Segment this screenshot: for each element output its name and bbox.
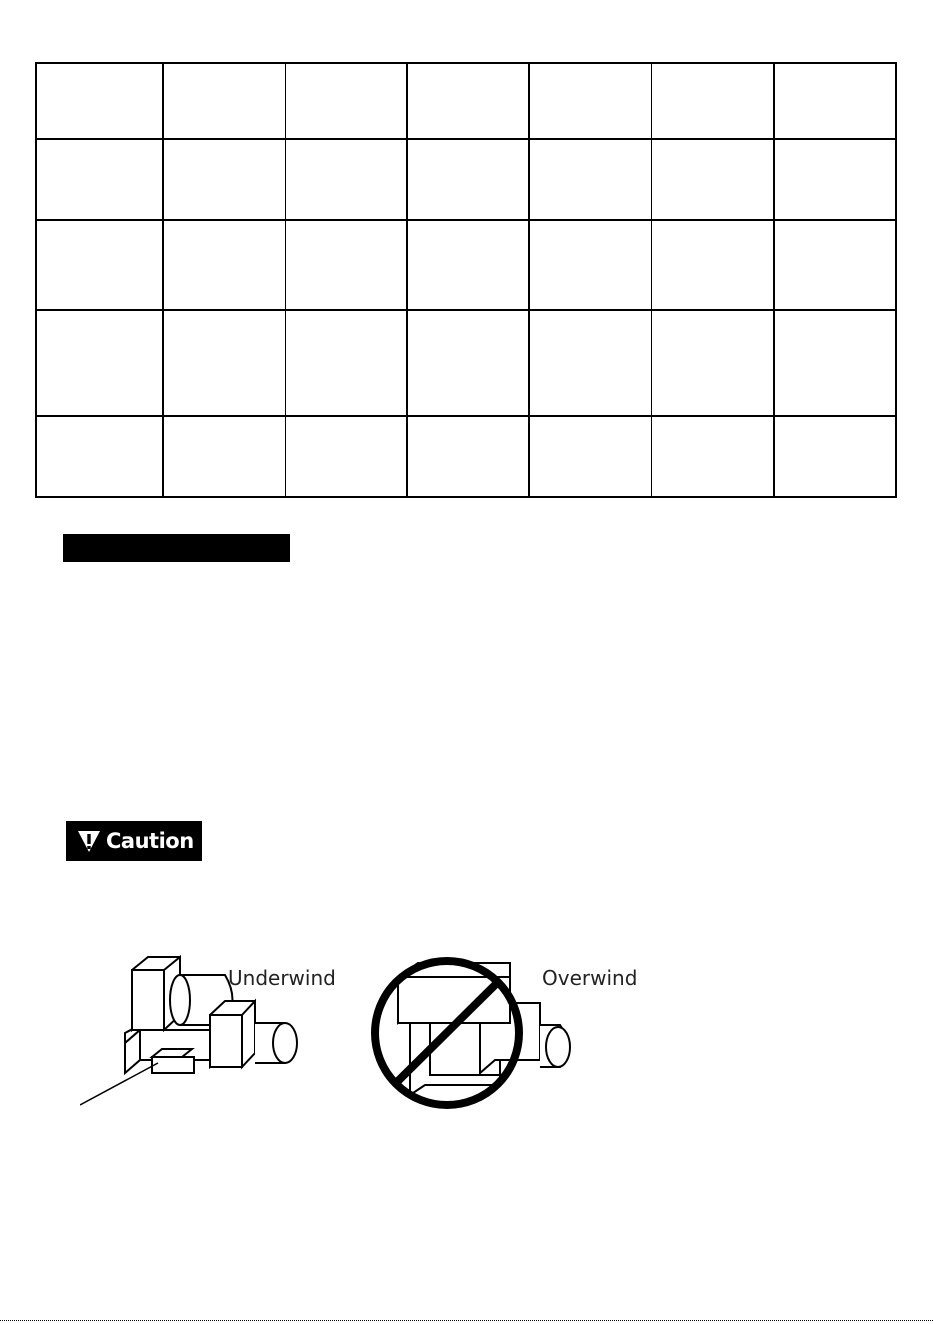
table-cell <box>163 310 285 416</box>
winch-illustration <box>80 945 640 1120</box>
table-cell <box>163 416 285 497</box>
table-cell <box>285 310 407 416</box>
table-cell <box>163 139 285 220</box>
table-row <box>36 139 896 220</box>
table-cell <box>529 310 651 416</box>
warning-triangle-icon <box>76 828 102 854</box>
page-bottom-rule <box>0 1320 933 1321</box>
caution-badge <box>66 821 202 861</box>
table-cell <box>163 63 285 139</box>
table-row <box>36 416 896 497</box>
table-cell <box>36 310 163 416</box>
spec-table <box>35 62 897 498</box>
table-cell <box>36 416 163 497</box>
section-heading-bar <box>63 534 290 562</box>
table-cell <box>285 220 407 310</box>
table-cell <box>651 139 774 220</box>
table-cell <box>36 220 163 310</box>
table-cell <box>407 310 529 416</box>
table-cell <box>529 63 651 139</box>
table-cell <box>407 220 529 310</box>
table-row <box>36 220 896 310</box>
table-cell <box>651 63 774 139</box>
table-row <box>36 310 896 416</box>
table-cell <box>529 139 651 220</box>
table-cell <box>774 139 896 220</box>
table-cell <box>774 310 896 416</box>
table-cell <box>407 416 529 497</box>
table-cell <box>285 139 407 220</box>
table-cell <box>529 220 651 310</box>
overwind-label: Overwind <box>542 966 638 990</box>
table-cell <box>774 220 896 310</box>
table-cell <box>529 416 651 497</box>
caution-label: Caution <box>106 829 194 853</box>
underwind-label: Underwind <box>228 966 336 990</box>
table-cell <box>651 416 774 497</box>
table-cell <box>651 310 774 416</box>
table-cell <box>285 416 407 497</box>
table-cell <box>651 220 774 310</box>
winch-drawings <box>80 945 640 1120</box>
table-row <box>36 63 896 139</box>
table-cell <box>407 63 529 139</box>
table-cell <box>285 63 407 139</box>
table-cell <box>36 139 163 220</box>
table-cell <box>36 63 163 139</box>
table-cell <box>163 220 285 310</box>
table-cell <box>407 139 529 220</box>
table-cell <box>774 63 896 139</box>
table-cell <box>774 416 896 497</box>
